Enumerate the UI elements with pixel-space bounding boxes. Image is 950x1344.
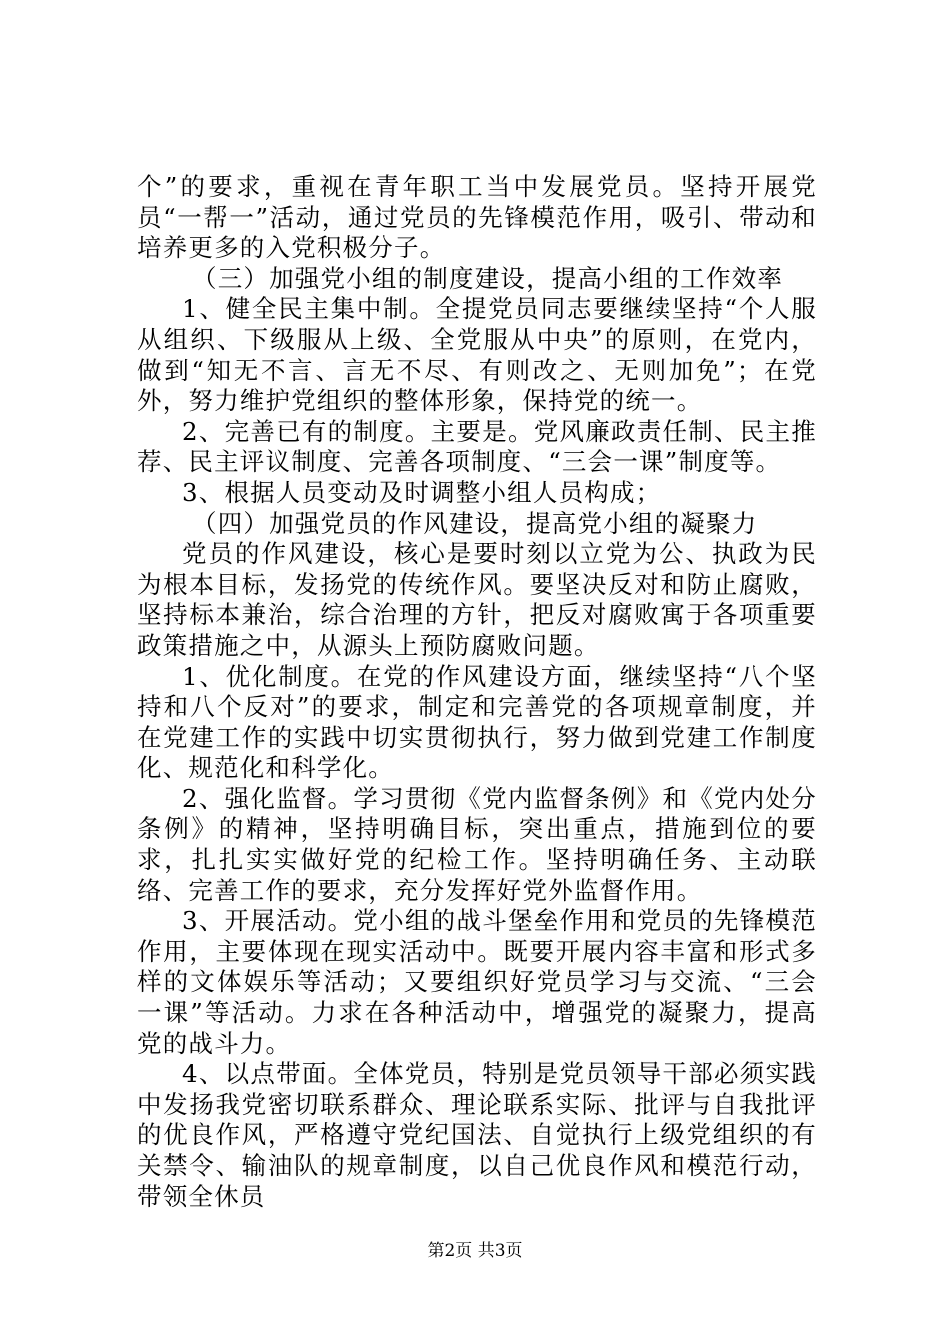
section-heading: （四）加强党员的作风建设，提高党小组的凝聚力: [192, 508, 758, 538]
paragraph: 党员的作风建设，核心是要时刻以立党为公、执政为民为根本目标，发扬党的传统作风。要坚决反对和防止腐败，坚持标本兼治，综合治理的方针，把反对腐败寓于各项重要政策措施之中，从源头上预防腐败问题。: [137, 539, 817, 660]
page-number: 第2页 共3页: [427, 1241, 523, 1261]
paragraph: 1、优化制度。在党的作风建设方面，继续坚持“八个坚持和八个反对”的要求，制定和完善党的各项规章制度，并在党建工作的实践中切实贯彻执行，努力做到党建工作制度化、规范化和科学化。: [137, 661, 817, 783]
paragraph: 1、健全民主集中制。全提党员同志要继续坚持“个人服从组织、下级服从上级、全党服从中央”的原则，在党内，做到“知无不言、言无不尽、有则改之、无则加免”；在党外，努力维护党组织的整体形象，保持党的统一。: [137, 294, 817, 416]
paragraph: 2、完善已有的制度。主要是。党风廉政责任制、民主推荐、民主评议制度、完善各项制度、“三会一课”制度等。: [137, 416, 817, 477]
paragraph: 个”的要求，重视在青年职工当中发展党员。坚持开展党员“一帮一”活动，通过党员的先锋模范作用，吸引、带动和培养更多的入党积极分子。: [137, 172, 817, 263]
paragraph: 4、以点带面。全体党员，特别是党员领导干部必须实践中发扬我党密切联系群众、理论联系实际、批评与自我批评的优良作风，严格遵守党纪国法、自觉执行上级党组织的有关禁令、输油队的规章制度，以自己优良作风和模范行动，带领全休员: [137, 1059, 817, 1211]
paragraph: 2、强化监督。学习贯彻《党内监督条例》和《党内处分条例》的精神，坚持明确目标，突出重点，措施到位的要求，扎扎实实做好党的纪检工作。坚持明确任务、主动联络、完善工作的要求，充分发挥好党外监督作用。: [137, 783, 817, 905]
page-footer: [0, 1240, 950, 1262]
section-heading: （三）加强党小组的制度建设，提高小组的工作效率: [192, 263, 784, 293]
document-body: [137, 172, 817, 1212]
paragraph: 3、根据人员变动及时调整小组人员构成；: [182, 477, 662, 507]
paragraph: 3、开展活动。党小组的战斗堡垒作用和党员的先锋模范作用，主要体现在现实活动中。既要开展内容丰富和形式多样的文体娱乐等活动；又要组织好党员学习与交流、“三会一课”等活动。力求在各种活动中，增强党的凝聚力，提高党的战斗力。: [137, 906, 817, 1058]
